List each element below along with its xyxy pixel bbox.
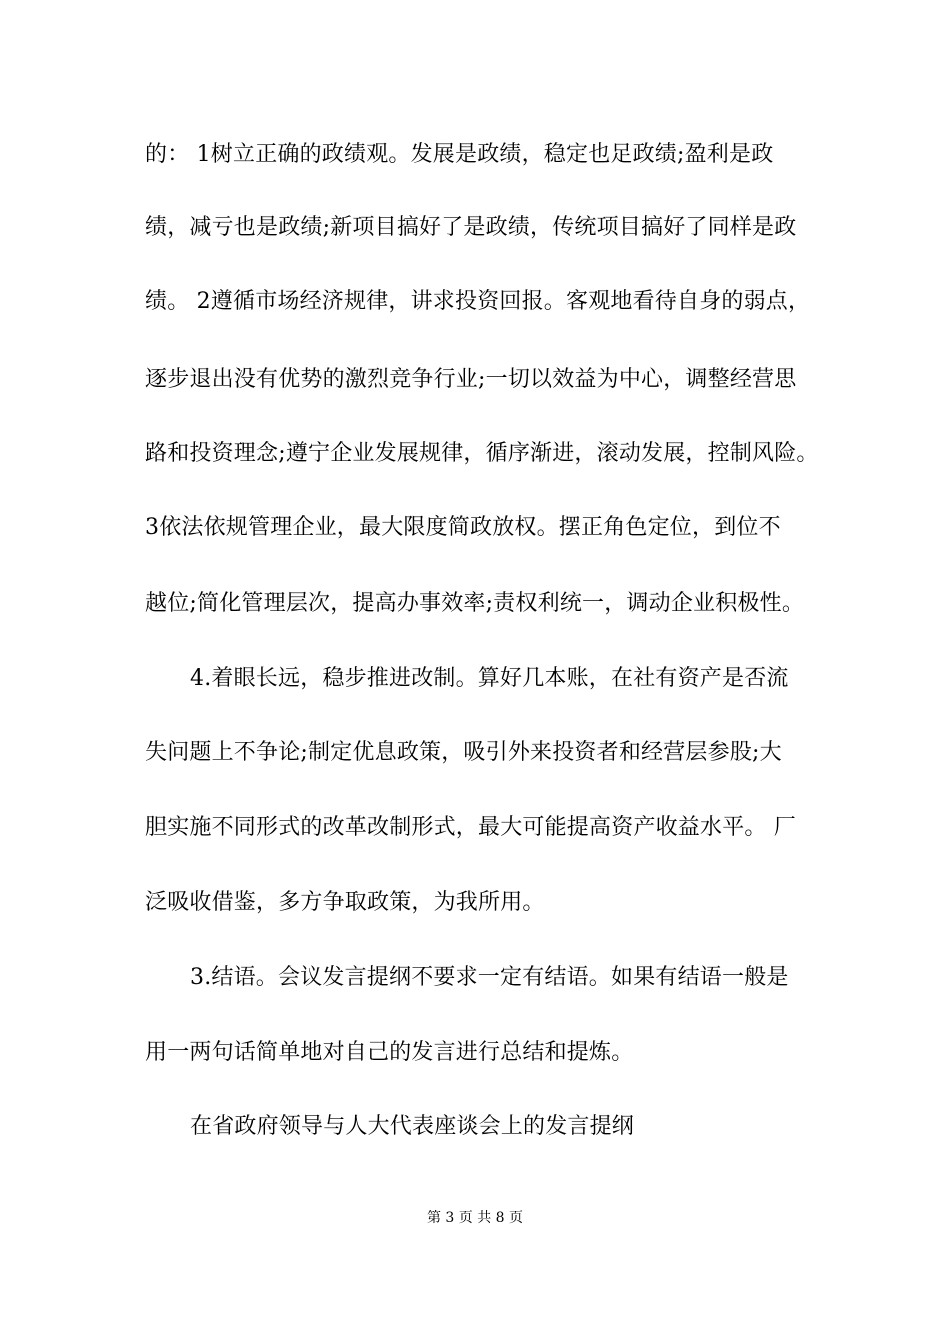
section-heading: 在省政府领导与人大代表座谈会上的发言提纲 [190, 1114, 635, 1139]
body-line-6: 3依法依规管理企业，最大限度简政放权。摆正角色定位，到位不 [145, 515, 781, 540]
body-line-12: 3.结语。会议发言提纲不要求一定有结语。如果有结语一般是 [190, 965, 789, 990]
body-line-2: 绩，减亏也是政绩;新项目搞好了是政绩，传统项目搞好了同样是政 [145, 215, 797, 240]
body-line-13: 用一两句话简单地对自己的发言进行总结和提炼。 [145, 1040, 634, 1065]
body-line-11: 泛吸收借鉴，多方争取政策，为我所用。 [145, 890, 545, 915]
body-line-8: 4.着眼长远，稳步推进改制。算好几本账，在社有资产是否流 [190, 666, 789, 691]
body-line-9: 失问题上不争论;制定优息政策，吸引外来投资者和经营层参股;大 [145, 740, 782, 765]
body-line-10: 胆实施不同形式的改革改制形式，最大可能提高资产收益水平。 厂 [145, 815, 796, 840]
body-line-1: 的： 1树立正确的政绩观。发展是政绩，稳定也足政绩;盈利是政 [145, 142, 774, 167]
page-number-footer: 第 3 页 共 8 页 [426, 1210, 524, 1226]
body-line-3: 绩。 2遵循市场经济规律，讲求投资回报。客观地看待自身的弱点， [145, 289, 811, 314]
body-line-4: 逐步退出没有优势的激烈竞争行业;一切以效益为中心，调整经营思 [145, 367, 797, 392]
body-line-5: 路和投资理念;遵宁企业发展规律，循序渐进，滚动发展，控制风险。 [145, 441, 819, 466]
body-line-7: 越位;简化管理层次，提高办事效率;责权利统一，调动企业积极性。 [145, 591, 805, 616]
